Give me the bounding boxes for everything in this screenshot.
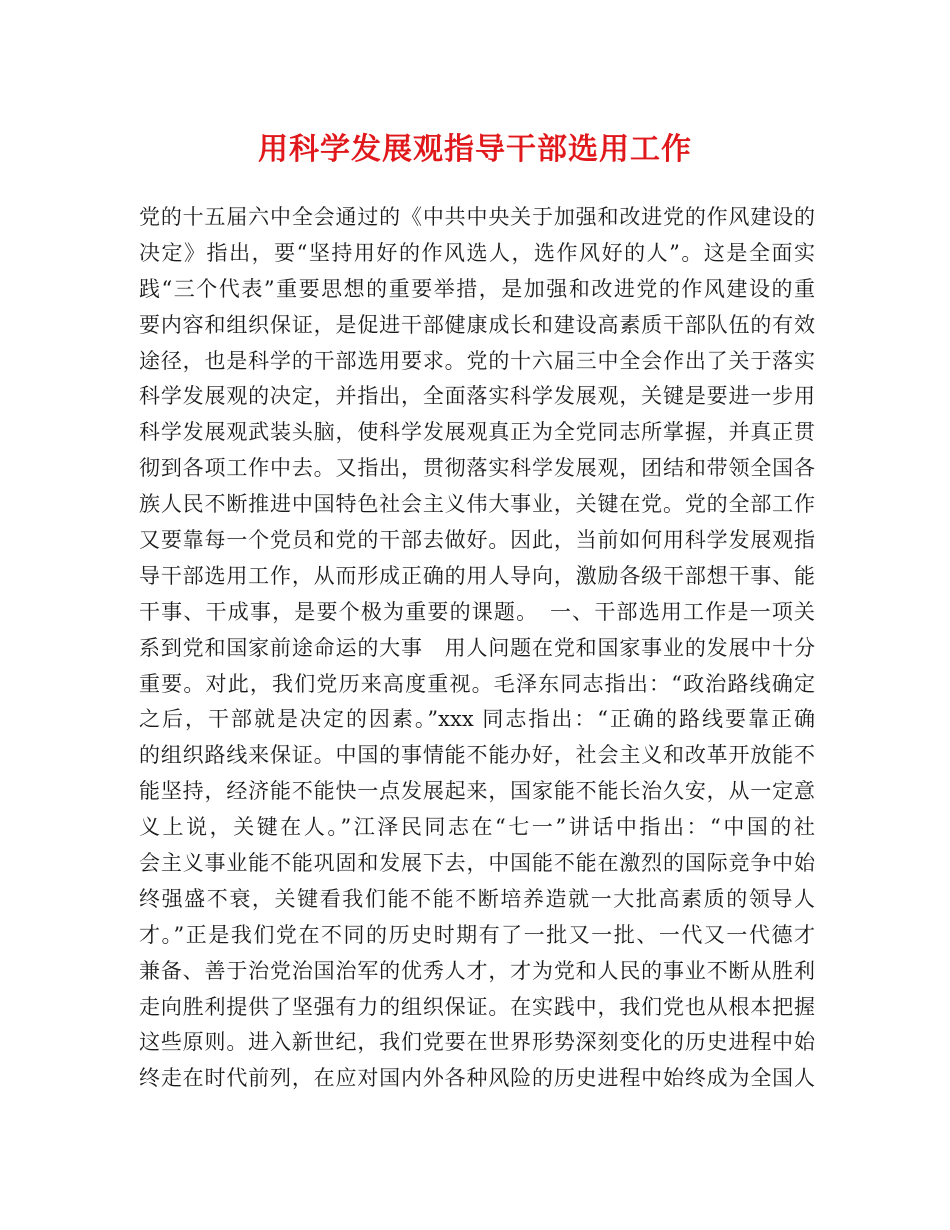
body-line: 彻到各项工作中去。又指出，贯彻落实科学发展观，团结和带领全国各 bbox=[139, 456, 815, 481]
body-line: 的组织路线来保证。中国的事情能不能办好，社会主义和改革开放能不 bbox=[139, 743, 815, 768]
body-line: 党的十五届六中全会通过的《中共中央关于加强和改进党的作风建设的 bbox=[139, 205, 815, 229]
body-line: 族人民不断推进中国特色社会主义伟大事业，关键在党。党的全部工作 bbox=[139, 492, 815, 517]
body-line: 途径，也是科学的干部选用要求。党的十六届三中全会作出了关于落实 bbox=[139, 348, 815, 373]
body-line: 之后，干部就是决定的因素。”xxx 同志指出：“正确的路线要靠正确 bbox=[139, 707, 815, 732]
body-line: 要内容和组织保证，是促进干部健康成长和建设高素质干部队伍的有效 bbox=[139, 312, 815, 337]
body-line: 又要靠每一个党员和党的干部去做好。因此，当前如何用科学发展观指 bbox=[139, 528, 815, 553]
body-line: 干事、干成事，是要个极为重要的课题。 一、干部选用工作是一项关 bbox=[139, 599, 815, 624]
body-line: 导干部选用工作，从而形成正确的用人导向，激励各级干部想干事、能 bbox=[139, 563, 815, 588]
body-line: 重要。对此，我们党历来高度重视。毛泽东同志指出：“政治路线确定 bbox=[139, 671, 815, 696]
body-line: 会主义事业能不能巩固和发展下去，中国能不能在激烈的国际竞争中始 bbox=[139, 851, 815, 876]
body-line: 能坚持，经济能不能快一点发展起来，国家能不能长治久安，从一定意 bbox=[139, 779, 815, 804]
body-line: 系到党和国家前途命运的大事 用人问题在党和国家事业的发展中十分 bbox=[139, 635, 815, 660]
body-line: 终走在时代前列，在应对国内外各种风险的历史进程中始终成为全国人 bbox=[139, 1066, 815, 1091]
body-line: 终强盛不衰，关键看我们能不能不断培养造就一大批高素质的领导人 bbox=[139, 886, 815, 911]
body-line: 走向胜利提供了坚强有力的组织保证。在实践中，我们党也从根本把握 bbox=[139, 994, 815, 1019]
body-line: 决定》指出，要“坚持用好的作风选人，选作风好的人”。这是全面实 bbox=[139, 240, 815, 265]
body-line: 义上说，关键在人。”江泽民同志在“七一”讲话中指出：“中国的社 bbox=[139, 815, 815, 840]
document-body bbox=[139, 200, 815, 1097]
body-line: 这些原则。进入新世纪，我们党要在世界形势深刻变化的历史进程中始 bbox=[139, 1030, 815, 1055]
body-line: 科学发展观武装头脑，使科学发展观真正为全党同志所掌握，并真正贯 bbox=[139, 420, 815, 445]
body-line: 科学发展观的决定，并指出，全面落实科学发展观，关键是要进一步用 bbox=[139, 384, 815, 409]
document-title: 用科学发展观指导干部选用工作 bbox=[258, 132, 692, 167]
body-line: 兼备、善于治党治国治军的优秀人才，才为党和人民的事业不断从胜利 bbox=[139, 958, 815, 983]
body-line: 才。”正是我们党在不同的历史时期有了一批又一批、一代又一代德才 bbox=[139, 922, 815, 947]
body-line: 践“三个代表”重要思想的重要举措，是加强和改进党的作风建设的重 bbox=[139, 276, 815, 301]
